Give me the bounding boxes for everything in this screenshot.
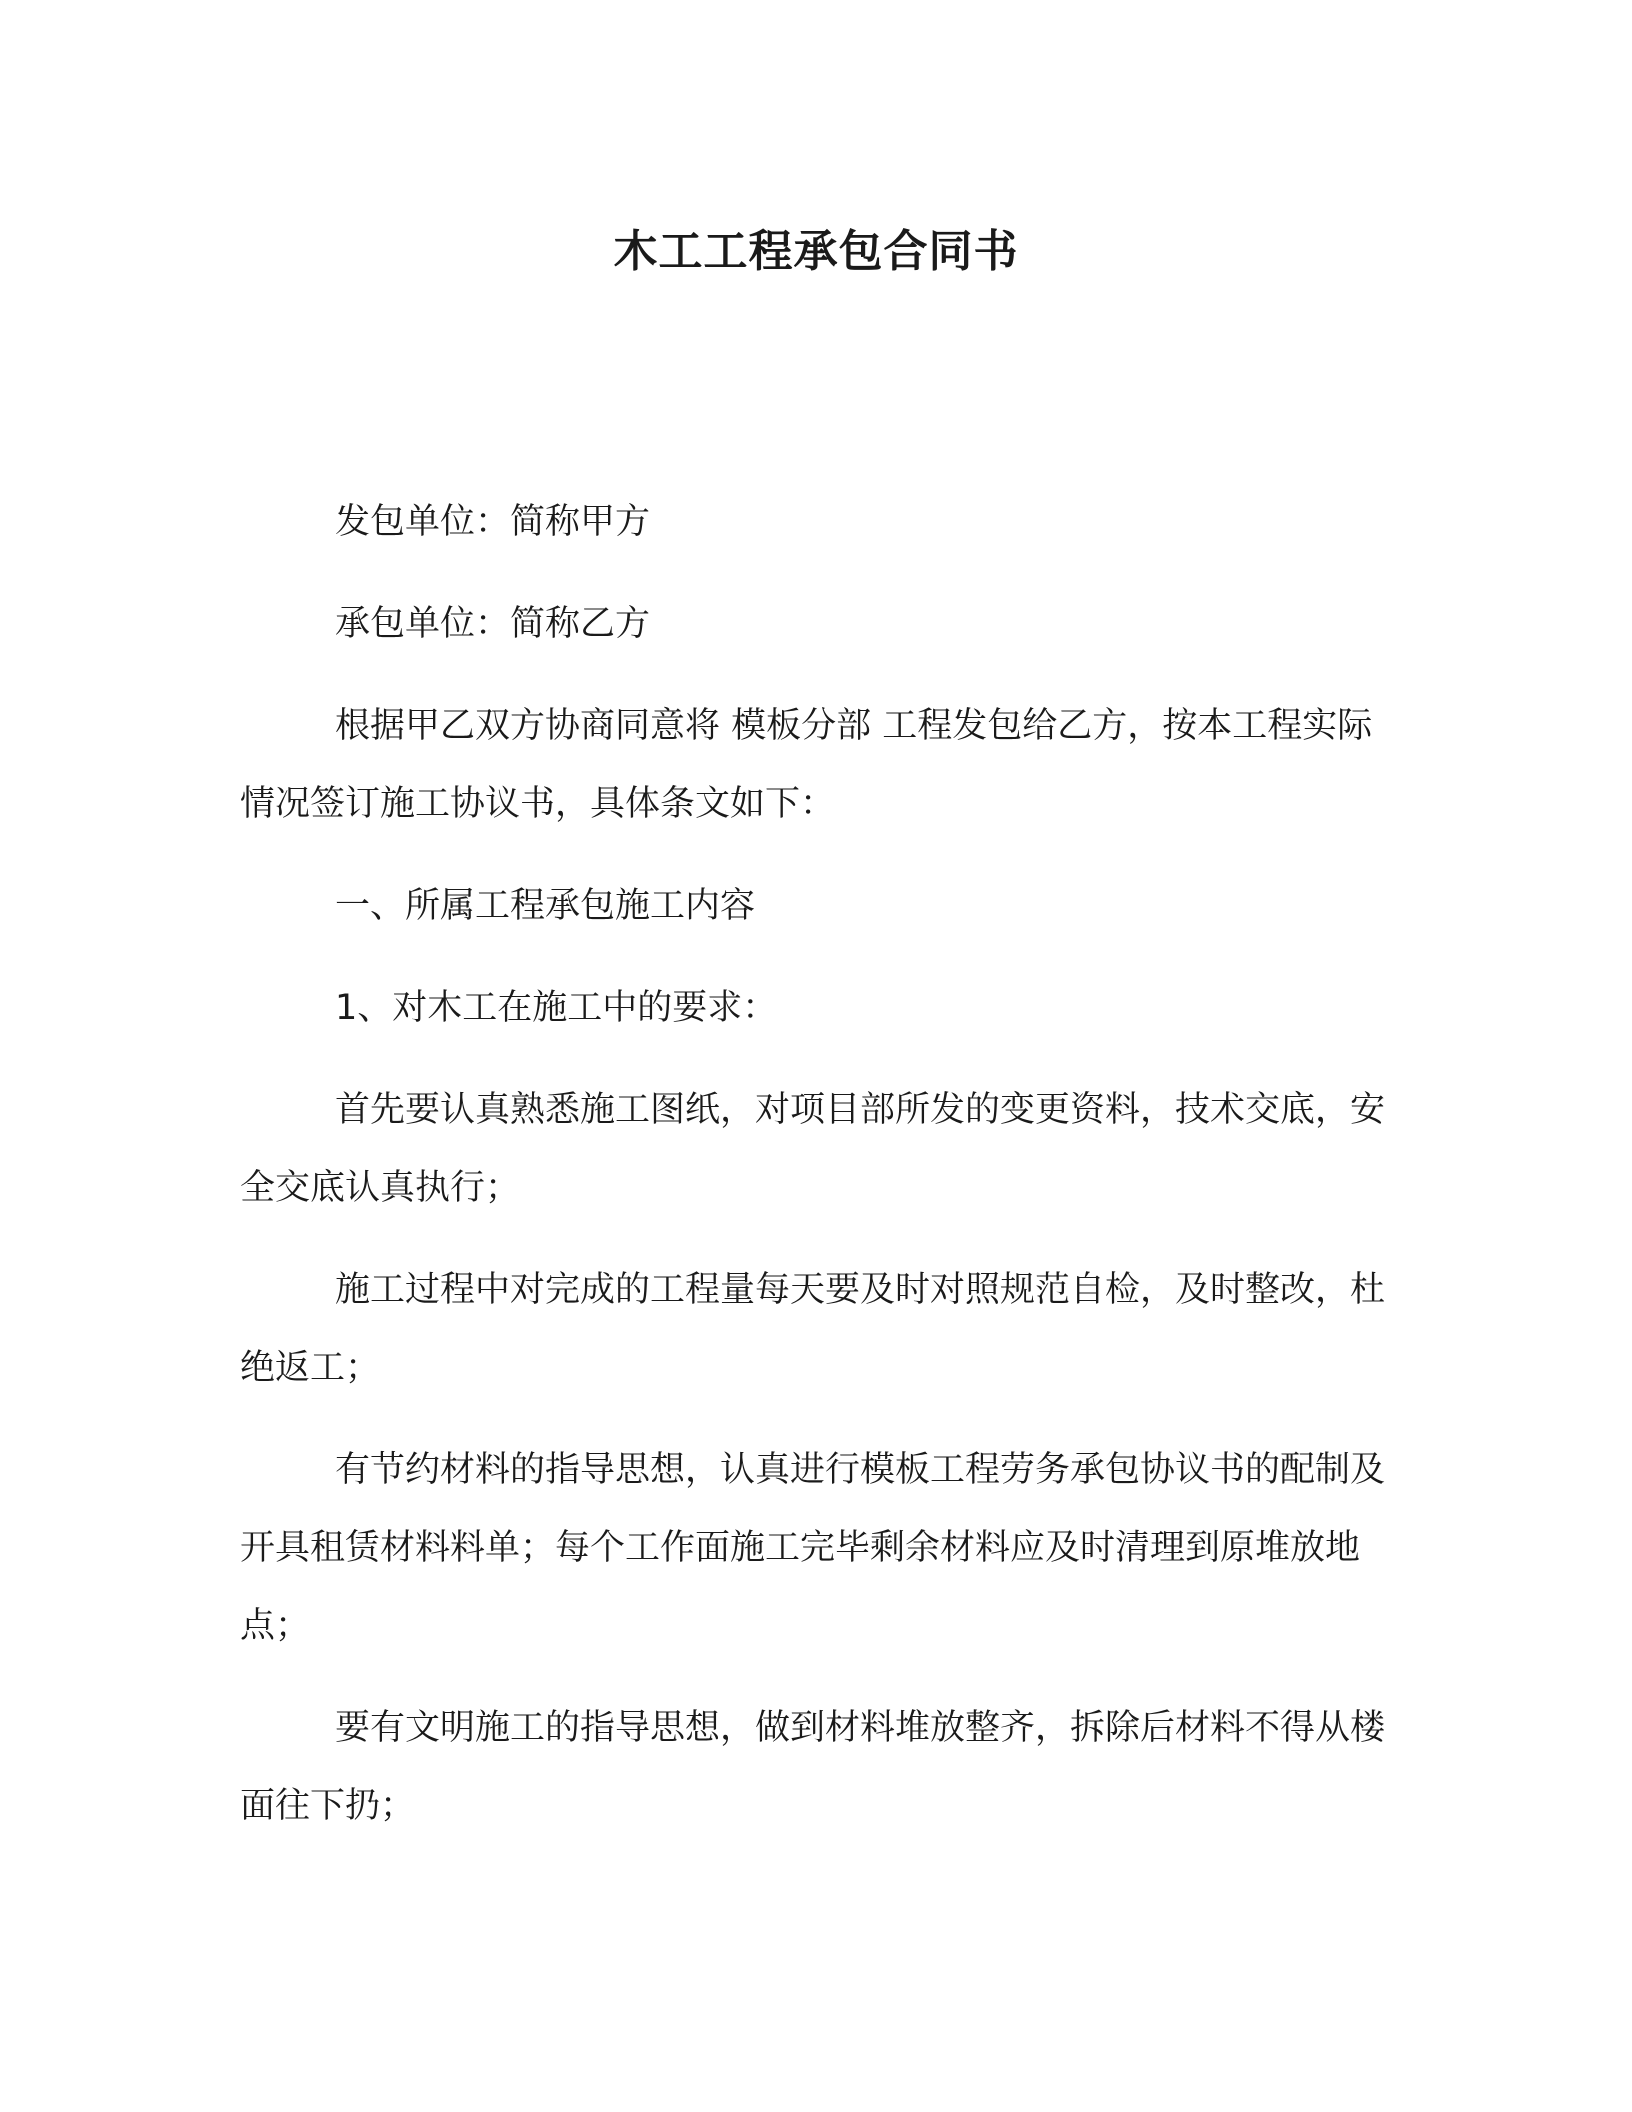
paragraph-requirement-2: 施工过程中对完成的工程量每天要及时对照规范自检，及时整改，杜绝返工； [240,1270,1386,1388]
paragraph-subcontractor: 承包单位：简称乙方 [335,604,651,644]
subsection-heading-1: 1、对木工在施工中的要求： [335,988,778,1028]
paragraph-requirement-4: 要有文明施工的指导思想，做到材料堆放整齐，拆除后材料不得从楼面往下扔； [240,1708,1386,1826]
document-title: 木工工程承包合同书 [613,226,1019,277]
paragraph-requirement-3: 有节约材料的指导思想，认真进行模板工程劳务承包协议书的配制及开具租赁材料料单；每个工作面施工完毕剩余材料应及时清理到原堆放地点； [240,1450,1386,1646]
paragraph-intro: 根据甲乙双方协商同意将 模板分部 工程发包给乙方，按本工程实际情况签订施工协议书，具体条文如下： [240,706,1373,824]
section-heading-1: 一、所属工程承包施工内容 [335,886,756,926]
paragraph-contractor: 发包单位：简称甲方 [335,502,651,542]
document-body [240,483,1400,1845]
paragraph-requirement-1: 首先要认真熟悉施工图纸，对项目部所发的变更资料，技术交底，安全交底认真执行； [240,1090,1386,1208]
